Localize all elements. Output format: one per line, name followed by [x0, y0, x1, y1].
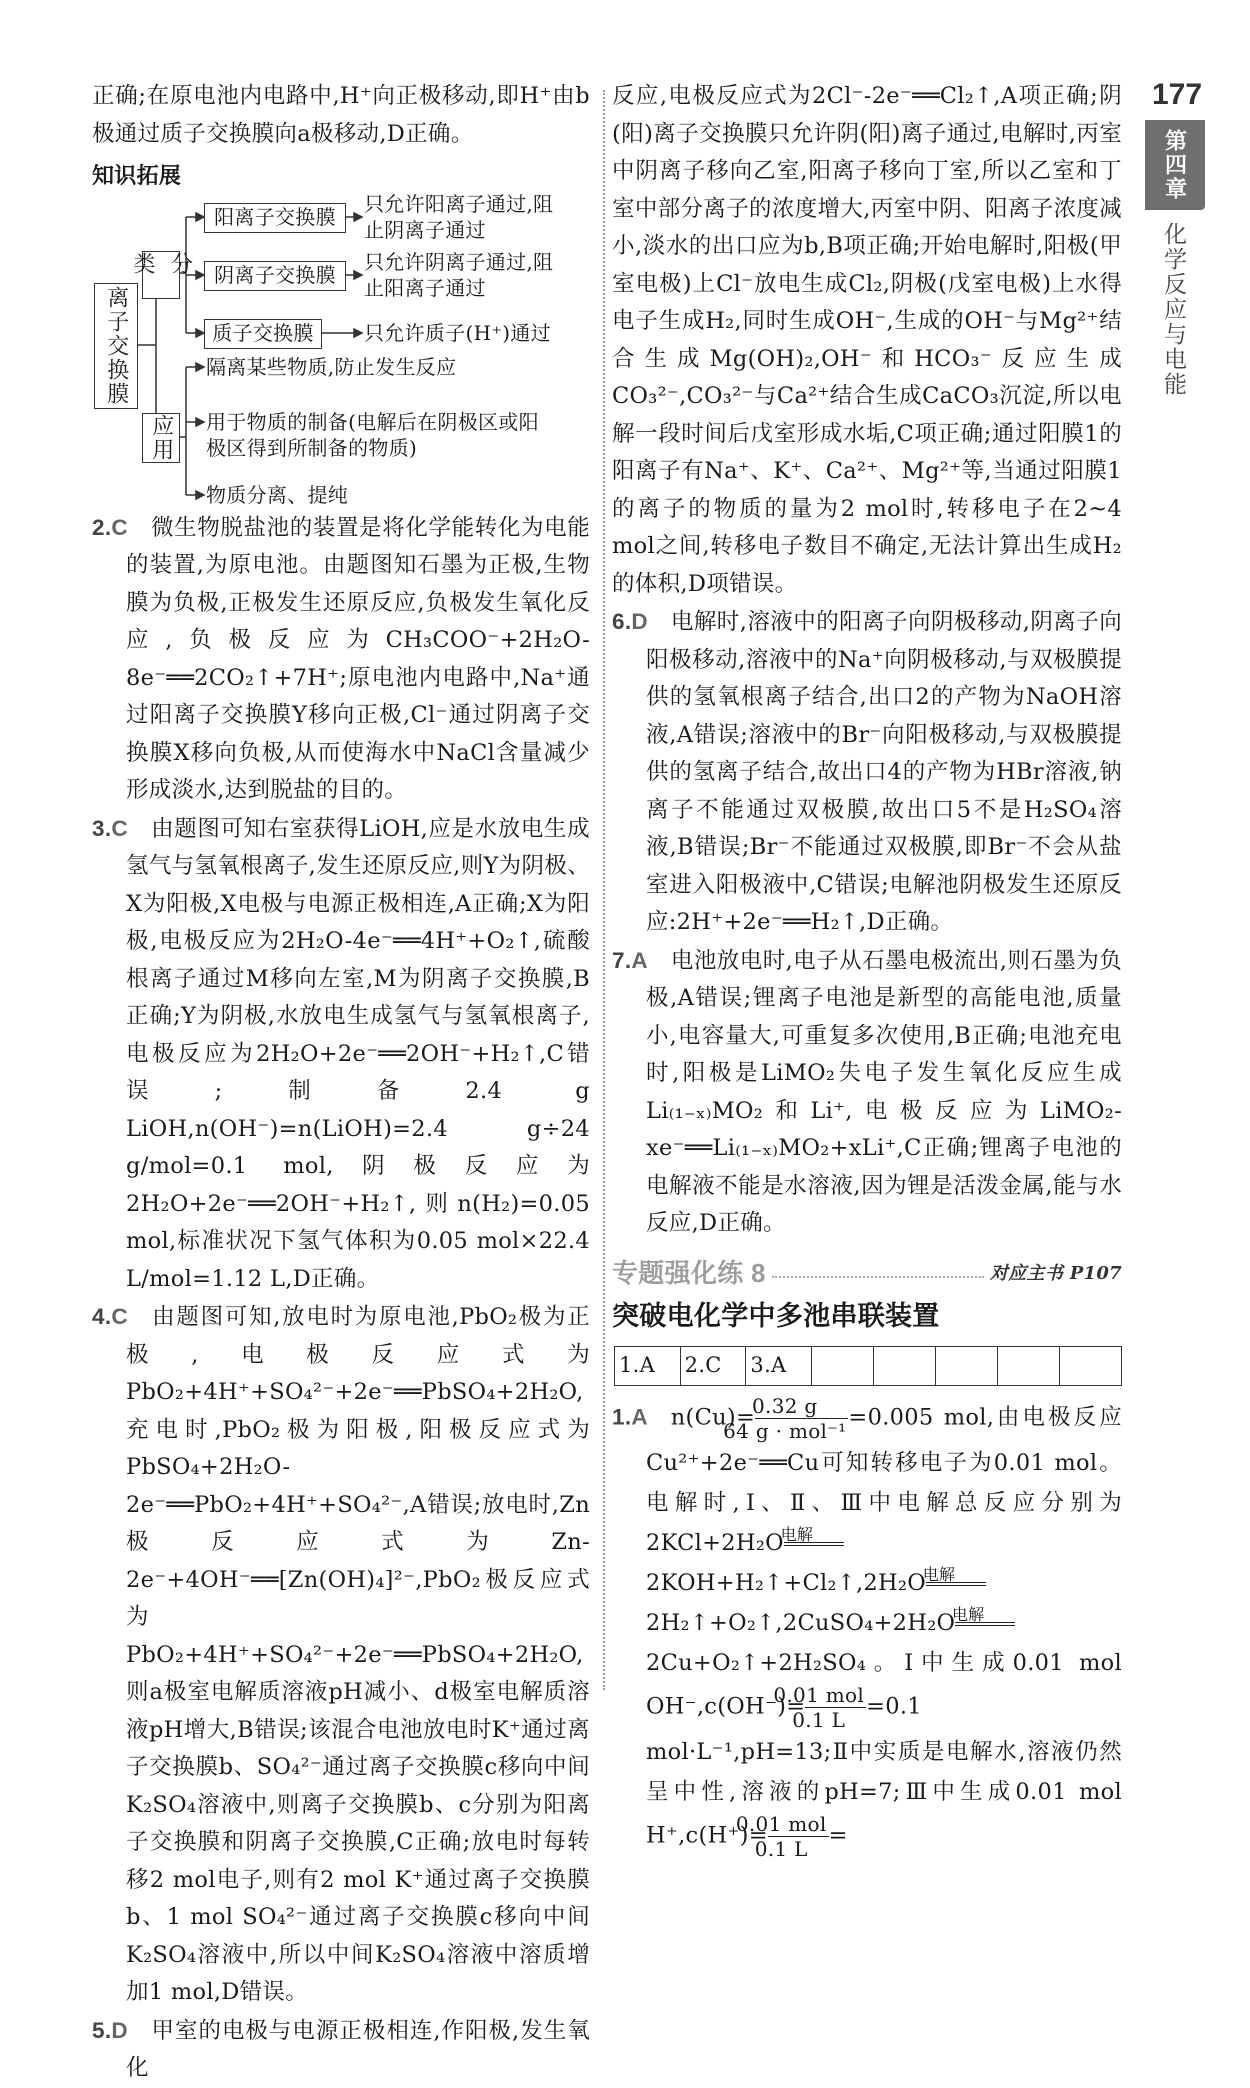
question-text: 甲室的电极与电源正极相连,作阳极,发生氧化: [126, 2017, 590, 2081]
answer-cell: [1059, 1346, 1121, 1385]
question-4: [92, 1298, 590, 2012]
cation-desc-2: 止阴离子通过: [364, 217, 486, 242]
answer-letter: C: [111, 1304, 128, 1329]
proton-membrane-box: 质子交换膜: [204, 319, 322, 349]
question-3: [92, 810, 590, 1299]
question-number: 6.: [612, 609, 632, 634]
question-text: =0.005 mol,由电极反应Cu²⁺+2e⁻══Cu可知转移电子为0.01 mol。电解时,Ⅰ、Ⅱ、Ⅲ中电解总反应分别为2KCl+2H₂O: [646, 1404, 1122, 1556]
numerator: 0.01 mol: [773, 1682, 865, 1707]
answer-letter: A: [631, 1404, 648, 1429]
numerator: 0.01 mol: [735, 1811, 827, 1836]
question-text: =0.1 mol·L⁻¹,pH=13;Ⅱ中实质是电解水,溶液仍然呈中性,溶液的pH=7;Ⅲ中生成0.01 mol H⁺,c(H⁺)=: [646, 1693, 1122, 1848]
answer-cell: [874, 1346, 936, 1385]
question-number: 4.: [92, 1304, 112, 1329]
answer-letter: C: [111, 815, 128, 841]
denominator: 0.1 L: [754, 1836, 808, 1861]
question-5-continued: 反应,电极反应式为2Cl⁻-2e⁻══Cl₂↑,A项正确;阴(阳)离子交换膜只允许阴(阳)离子通过,电解时,丙室中阴离子移向乙室,阳离子移向丁室,所以乙室和丁室中部分离子的浓度增大,丙室中阴、阳离子浓度减小,淡水的出口应为b,B项正确;开始电解时,阳极(甲室电极)上Cl⁻放电生成Cl₂,阴极(戊室电极)上水得电子生成H₂,同时生成OH⁻,生成的OH⁻与Mg²⁺结合生成Mg(OH)₂,OH⁻和HCO₃⁻反应生成CO₃²⁻,CO₃²⁻与Ca²⁺结合生成CaCO₃沉淀,所以电解一段时间后戊室形成水垢,C项正确;通过阳膜1的阳离子有Na⁺、K⁺、Ca²⁺、Mg²⁺等,当通过阳膜1的离子的物质的量为2 mol时,转移电子在2~4 mol之间,转移电子数目不确定,无法计算出生成H₂的体积,D项错误。: [612, 83, 1122, 597]
question-2: [92, 509, 590, 810]
question-text: 2KOH+H₂↑+Cl₂↑,2H₂O: [646, 1569, 927, 1596]
section-tag: 专题强化练 8: [612, 1257, 766, 1288]
fraction: [735, 1811, 829, 1861]
numerator: 0.32 g: [755, 1394, 848, 1419]
page-number: 177: [1152, 78, 1203, 111]
question-text: 2Cu+O₂↑+2H₂SO₄。Ⅰ中生成0.01 mol OH⁻,c(OH⁻)=: [646, 1649, 1122, 1719]
knowledge-heading: 知识拓展: [92, 163, 182, 188]
answer-cell: 3.A: [746, 1346, 812, 1385]
question-text: =: [828, 1822, 848, 1848]
chapter-tab: 第四章: [1145, 120, 1205, 210]
question-text: n(Cu)=: [670, 1404, 756, 1430]
question-number: 2.: [92, 514, 112, 540]
diagram-apply-box: 应用: [142, 413, 180, 463]
condition-label: 电解: [922, 1564, 956, 1584]
question-5: [92, 2012, 590, 2088]
answer-cell: [812, 1346, 874, 1385]
column-divider: [603, 90, 605, 1690]
condition-arrow: [922, 1564, 986, 1600]
anion-desc-2: 止阳离子通过: [364, 275, 486, 300]
apply-item-2a: 用于物质的制备(电解后在阴极区或阳: [206, 409, 539, 434]
denominator: 64 g · mol⁻¹: [723, 1418, 847, 1443]
section-question-1: [612, 1394, 1122, 1861]
apply-item-3: 物质分离、提纯: [206, 482, 349, 507]
leader-dots: [772, 1276, 984, 1278]
answer-row: [615, 1346, 1122, 1385]
question-text: 2H₂↑+O₂↑,2CuSO₄+2H₂O: [646, 1609, 956, 1636]
denominator: 0.1 L: [792, 1707, 846, 1732]
proton-desc: 只允许质子(H⁺)通过: [364, 320, 551, 345]
question-6: [612, 603, 1122, 942]
question-7: [612, 942, 1122, 1243]
answer-cell: 1.A: [615, 1346, 681, 1385]
intro-paragraph: 正确;在原电池内电路中,H⁺向正极移动,即H⁺由b极通过质子交换膜向a极移动,D正确。: [92, 83, 590, 147]
question-text: 微生物脱盐池的装置是将化学能转化为电能的装置,为原电池。由题图知石墨为正极,生物膜为负极,正极发生还原反应,负极发生氧化反应,负极反应为CH₃COO⁻+2H₂O-8e⁻══2CO₂↑+7H⁺;原电池内电路中,Na⁺通过阳离子交换膜Y移向正极,Cl⁻通过阴离子交换膜X移向负极,从而使海水中NaCl含量减少形成淡水,达到脱盐的目的。: [126, 514, 590, 803]
question-number: 3.: [92, 815, 112, 841]
answer-letter: C: [111, 514, 128, 540]
apply-item-2b: 极区得到所制备的物质): [206, 435, 418, 460]
condition-arrow: [780, 1524, 844, 1560]
left-column: [92, 78, 590, 2088]
diagram-root-box: 离子交换膜: [94, 283, 138, 409]
anion-membrane-box: 阴离子交换膜: [204, 261, 346, 291]
anion-desc-1: 只允许阴离子通过,阻: [364, 249, 554, 274]
diagram-classify-box: 分类: [142, 251, 180, 299]
answer-cell: [997, 1346, 1059, 1385]
fraction: [773, 1682, 866, 1732]
question-text: 电解时,溶液中的阳离子向阴极移动,阴离子向阳极移动,溶液中的Na⁺向阴极移动,与双极膜提供的氢氧根离子结合,出口2的产物为NaOH溶液,A错误;溶液中的Br⁻向阳极移动,与双极膜提供的氢离子结合,故出口4的产物为HBr溶液,钠离子不能通过双极膜,故出口5不是H₂SO₄溶液,B错误;Br⁻不能通过双极膜,即Br⁻不会从盐室进入阳极液中,C错误;电解池阴极发生还原反应:2H⁺+2e⁻══H₂↑,D正确。: [646, 609, 1122, 935]
answer-letter: D: [631, 609, 648, 634]
apply-item-1: 隔离某些物质,防止发生反应: [206, 354, 457, 379]
cation-desc-1: 只允许阳离子通过,阻: [364, 191, 554, 216]
answer-table: [614, 1346, 1122, 1386]
question-text: 电池放电时,电子从石墨电极流出,则石墨为负极,A错误;锂离子电池是新型的高能电池,质量小,电容量大,可重复多次使用,B正确;电池充电时,阳极是LiMO₂失电子发生氧化反应生成Li₍₁₋ₓ₎MO₂和Li⁺,电极反应为LiMO₂-xe⁻══Li₍₁₋ₓ₎MO₂+xLi⁺,C正确;锂离子电池的电解液不能是水溶液,因为锂是活泼金属,能与水反应,D正确。: [646, 947, 1122, 1236]
question-number: 7.: [612, 947, 632, 973]
ion-membrane-diagram: [92, 191, 590, 507]
cation-membrane-box: 阳离子交换膜: [204, 203, 346, 233]
question-number: 1.: [612, 1404, 632, 1429]
right-column: [612, 78, 1122, 1861]
condition-arrow: [951, 1604, 1015, 1640]
answer-letter: A: [631, 947, 648, 973]
question-text: 由题图可知,放电时为原电池,PbO₂极为正极,电极反应式为PbO₂+4H⁺+SO₄²⁻+2e⁻══PbSO₄+2H₂O,充电时,PbO₂极为阳极,阳极反应式为PbSO₄+2H₂O-2e⁻══PbO₂+4H⁺+SO₄²⁻,A错误;放电时,Zn极反应式为Zn-2e⁻+4OH⁻══[Zn(OH)₄]²⁻,PbO₂极反应式为PbO₂+4H⁺+SO₄²⁻+2e⁻══PbSO₄+2H₂O,则a极室电解质溶液pH减小、d极室电解质溶液pH增大,B错误;该混合电池放电时K⁺通过离子交换膜b、SO₄²⁻通过离子交换膜c移向中间K₂SO₄溶液中,则离子交换膜b、c分别为阳离子交换膜和阴离子交换膜,C正确;放电时每转移2 mol电子,则有2 mol K⁺通过离子交换膜b、1 mol SO₄²⁻通过离子交换膜c移向中间K₂SO₄溶液中,所以中间K₂SO₄溶液中溶质增加1 mol,D错误。: [126, 1304, 590, 2005]
answer-cell: [936, 1346, 998, 1385]
condition-label: 电解: [951, 1604, 985, 1624]
answer-letter: D: [111, 2017, 128, 2043]
section-header: [612, 1255, 1122, 1293]
condition-label: 电解: [780, 1524, 814, 1544]
section-title: 突破电化学中多池串联装置: [612, 1301, 940, 1331]
question-text: 由题图可知右室获得LiOH,应是水放电生成氢气与氢氧根离子,发生还原反应,则Y为阴极、X为阳极,X电极与电源正极相连,A正确;X为阳极,电极反应为2H₂O-4e⁻══4H⁺+O₂↑,硫酸根离子通过M移向左室,M为阴离子交换膜,B正确;Y为阴极,水放电生成氢气与氢氧根离子,电极反应为2H₂O+2e⁻══2OH⁻+H₂↑,C错误;制备2.4 g LiOH,n(OH⁻)=n(LiOH)=2.4 g÷24 g/mol=0.1 mol,阴极反应为2H₂O+2e⁻══2OH⁻+H₂↑,则n(H₂)=0.05 mol,标准状况下氢气体积为0.05 mol×22.4 L/mol=1.12 L,D正确。: [126, 815, 590, 1292]
section-reference: 对应主书 P107: [989, 1262, 1122, 1284]
chapter-title: 化学反应与电能: [1161, 222, 1187, 397]
answer-cell: 2.C: [680, 1346, 746, 1385]
fraction: [723, 1393, 848, 1443]
question-number: 5.: [92, 2017, 112, 2043]
